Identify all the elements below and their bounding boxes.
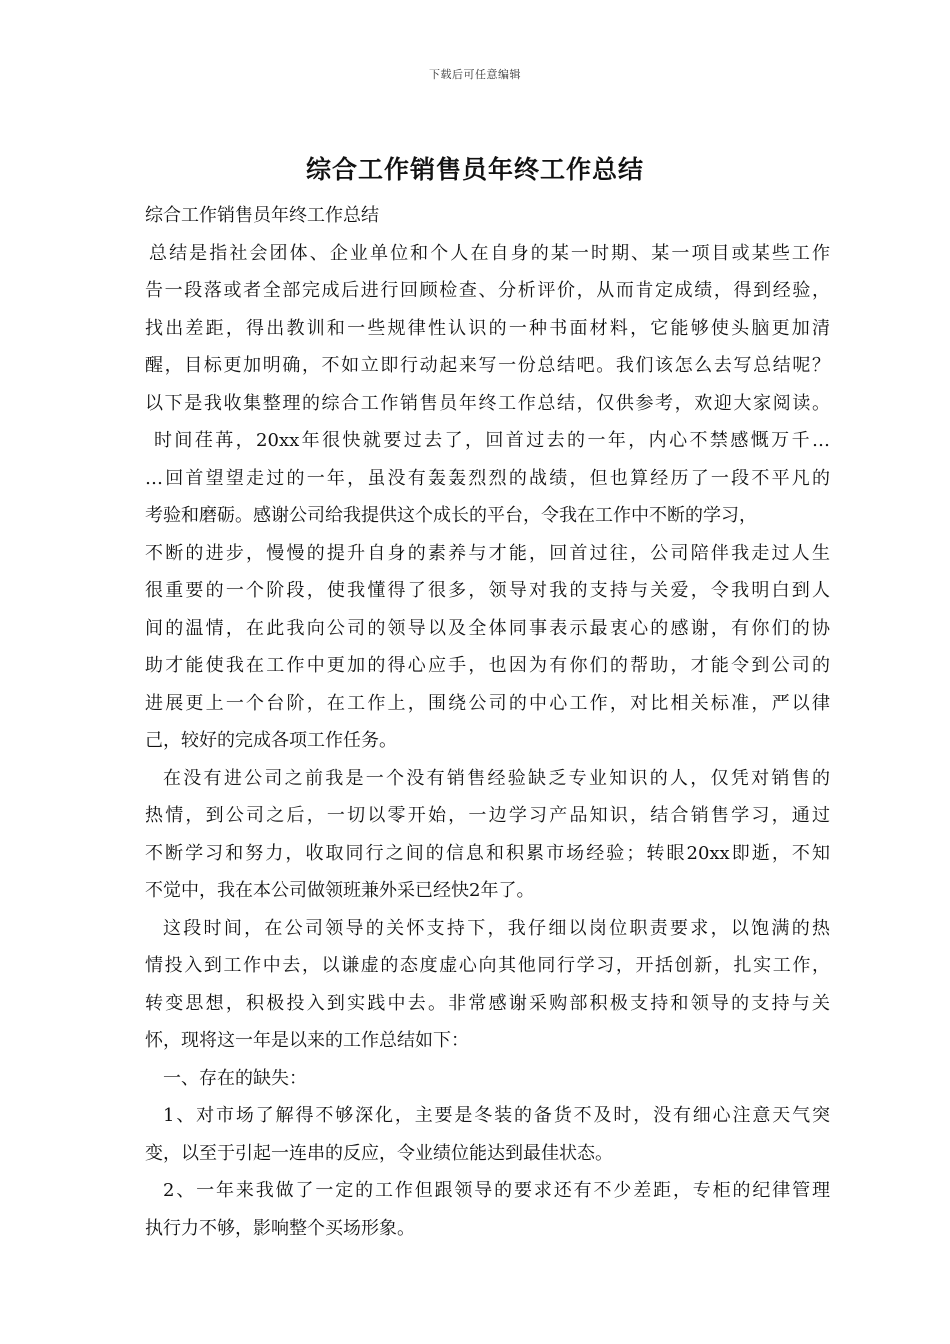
text-line: 执行力不够，影响整个买场形象。	[145, 1217, 415, 1239]
document-body	[145, 197, 830, 1247]
text-line: 考验和磨砺。感谢公司给我提供这个成长的平台，令我在工作中不断的学习，	[145, 505, 757, 526]
text-line: 告一段落或者全部完成后进行回顾检查、分析评价，从而肯定成绩，得到经验，	[145, 280, 830, 301]
text-line: 时间荏苒，20xx年很快就要过去了，回首过去的一年，内心不禁感慨万千…	[154, 430, 830, 451]
text-line: 变，以至于引起一连串的反应，令业绩位能达到最佳状态。	[145, 1142, 613, 1164]
text-line: 不觉中，我在本公司做领班兼外采已经快2年了。	[145, 880, 535, 901]
text-line: 助才能使我在工作中更加的得心应手，也因为有你们的帮助，才能令到公司的	[145, 655, 830, 676]
text-line: 以下是我收集整理的综合工作销售员年终工作总结，仅供参考，欢迎大家阅读。	[145, 392, 830, 414]
text-line: 间的温情，在此我向公司的领导以及全体同事表示最衷心的感谢，有你们的协	[145, 617, 830, 639]
text-line: 总结是指社会团体、企业单位和个人在自身的某一时期、某一项目或某些工作	[149, 242, 830, 264]
text-line: 转变思想，积极投入到实践中去。非常感谢采购部积极支持和领导的支持与关	[145, 992, 830, 1014]
text-line: 进展更上一个台阶，在工作上，围绕公司的中心工作，对比相关标准，严以律	[145, 692, 830, 714]
text-line: 己，较好的完成各项工作任务。	[145, 730, 397, 751]
text-line: 1、对市场了解得不够深化，主要是冬装的备货不及时，没有细心注意天气突	[163, 1105, 830, 1126]
text-line: 这段时间，在公司领导的关怀支持下，我仔细以岗位职责要求，以饱满的热	[163, 917, 830, 939]
text-line: 找出差距，得出教训和一些规律性认识的一种书面材料，它能够使头脑更加清	[145, 317, 830, 339]
text-line: 综合工作销售员年终工作总结	[145, 205, 379, 226]
text-line: 一、存在的缺失：	[163, 1067, 307, 1089]
text-line: 怀，现将这一年是以来的工作总结如下：	[145, 1030, 469, 1051]
text-line: …回首望望走过的一年，虽没有轰轰烈烈的战绩，但也算经历了一段不平凡的	[145, 467, 830, 489]
text-line: 情投入到工作中去，以谦虚的态度虚心向其他同行学习，开括创新，扎实工作，	[145, 955, 830, 976]
text-line: 不断学习和努力，收取同行之间的信息和积累市场经验；转眼20xx即逝，不知	[145, 842, 830, 864]
text-line: 醒，目标更加明确，不如立即行动起来写一份总结吧。我们该怎么去写总结呢？	[145, 355, 830, 376]
text-line: 很重要的一个阶段，使我懂得了很多，领导对我的支持与关爱，令我明白到人	[145, 580, 830, 601]
text-line: 热情，到公司之后，一切以零开始，一边学习产品知识，结合销售学习，通过	[145, 805, 830, 826]
text-line: 不断的进步，慢慢的提升自身的素养与才能，回首过往，公司陪伴我走过人生	[145, 542, 830, 564]
document-title: 综合工作销售员年终工作总结	[305, 155, 644, 184]
text-line: 2、一年来我做了一定的工作但跟领导的要求还有不少差距，专柜的纪律管理	[163, 1180, 830, 1201]
text-line: 在没有进公司之前我是一个没有销售经验缺乏专业知识的人，仅凭对销售的	[163, 767, 830, 789]
header-note: 下载后可任意编辑	[429, 68, 521, 81]
